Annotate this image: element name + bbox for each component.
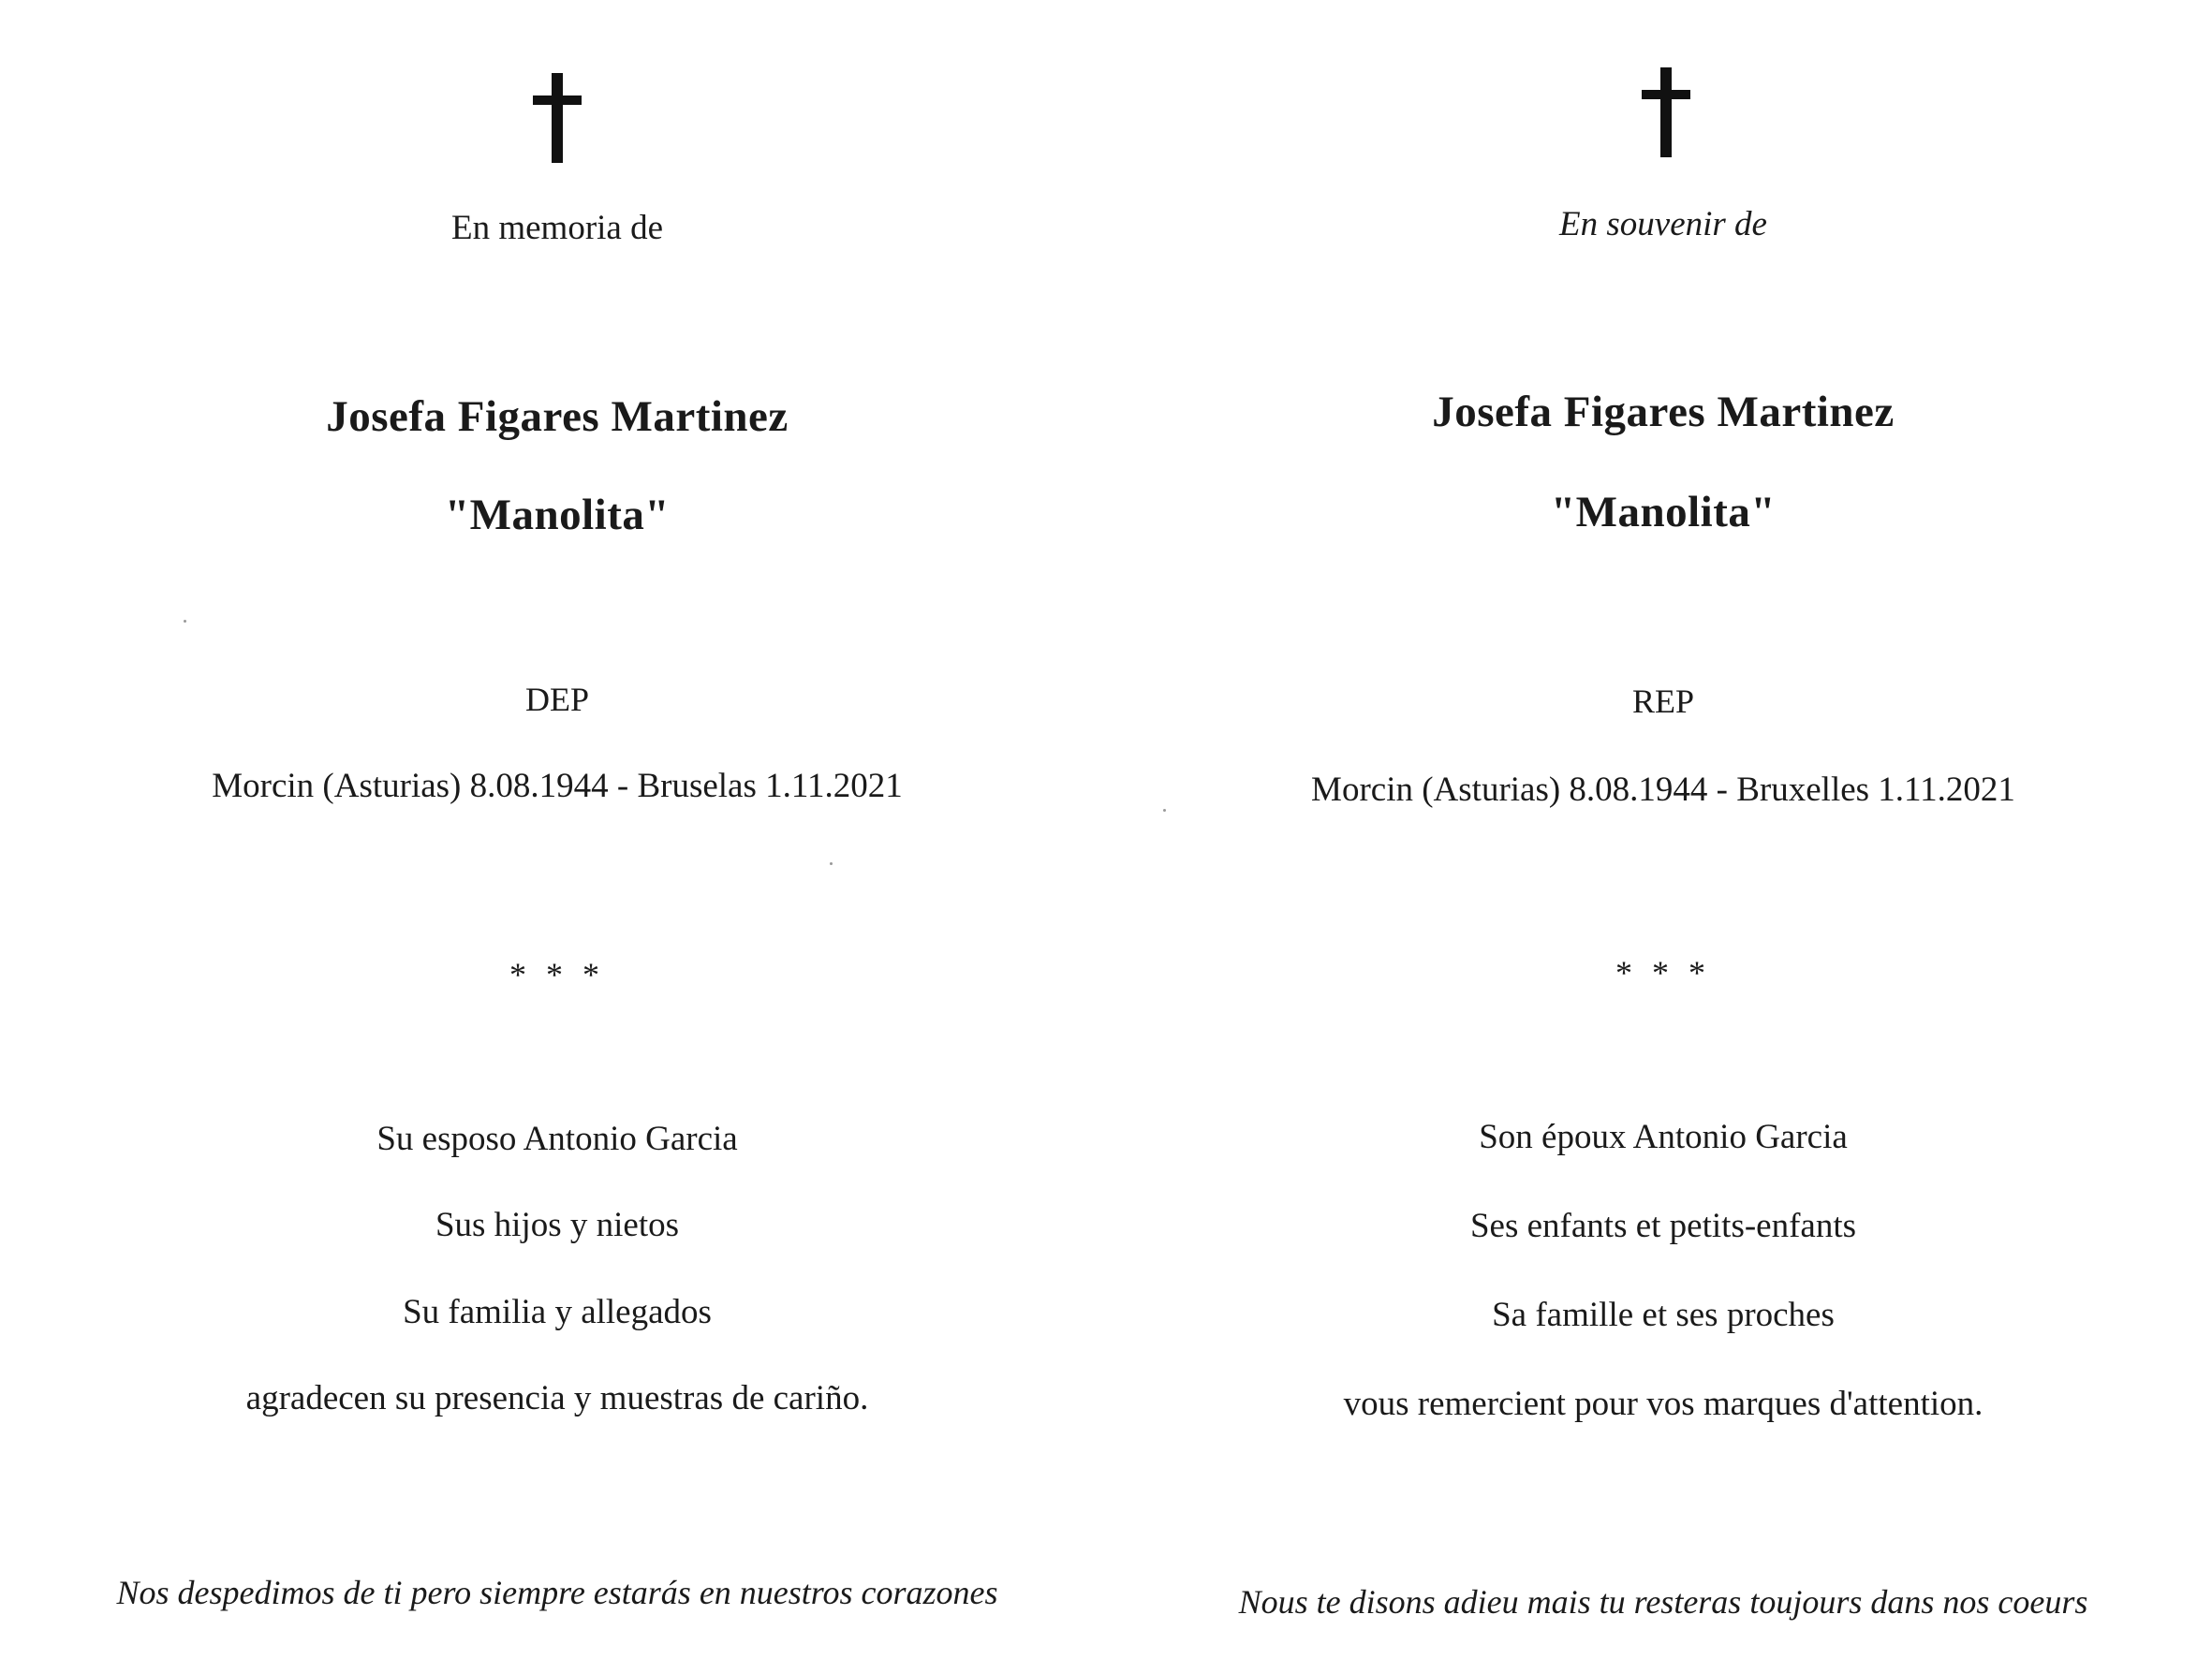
farewell-message: Nous te disons adieu mais tu resteras toujours dans nos coeurs xyxy=(1238,1583,2088,1621)
birth-death-dates: Morcin (Asturias) 8.08.1944 - Bruselas 1.11.2021 xyxy=(212,767,903,805)
thanks-line: vous remercient pour vos marques d'attention. xyxy=(1343,1385,1983,1423)
thanks-line: agradecen su presencia y muestras de cariño. xyxy=(245,1379,869,1417)
deceased-name: Josefa Figares Martinez xyxy=(326,392,789,441)
latin-cross-icon xyxy=(533,73,582,163)
intro-text: En memoria de xyxy=(450,209,664,247)
separator-stars: * * * xyxy=(1615,954,1711,991)
deceased-nickname: "Manolita" xyxy=(1551,488,1776,536)
thanks-line: Ses enfants et petits-enfants xyxy=(1469,1207,1857,1245)
latin-cross-icon xyxy=(1642,67,1690,157)
birth-death-dates: Morcin (Asturias) 8.08.1944 - Bruxelles 1.11.2021 xyxy=(1311,771,2015,809)
thanks-line: Su familia y allegados xyxy=(403,1293,712,1331)
memorial-card-french xyxy=(1114,0,2212,1659)
deceased-name: Josefa Figares Martinez xyxy=(1432,388,1895,436)
thanks-line: Son époux Antonio Garcia xyxy=(1479,1118,1848,1156)
deceased-nickname: "Manolita" xyxy=(445,491,670,539)
thanks-line: Sa famille et ses proches xyxy=(1492,1296,1835,1334)
intro-text: En souvenir de xyxy=(1559,205,1767,243)
thanks-line: Su esposo Antonio Garcia xyxy=(376,1120,738,1158)
farewell-message: Nos despedimos de ti pero siempre estarás en nuestros corazones xyxy=(116,1574,998,1611)
rest-in-peace-abbreviation: DEP xyxy=(524,681,589,718)
thanks-line: Sus hijos y nietos xyxy=(435,1206,680,1244)
rest-in-peace-abbreviation: REP xyxy=(1631,683,1695,720)
separator-stars: * * * xyxy=(509,956,605,993)
